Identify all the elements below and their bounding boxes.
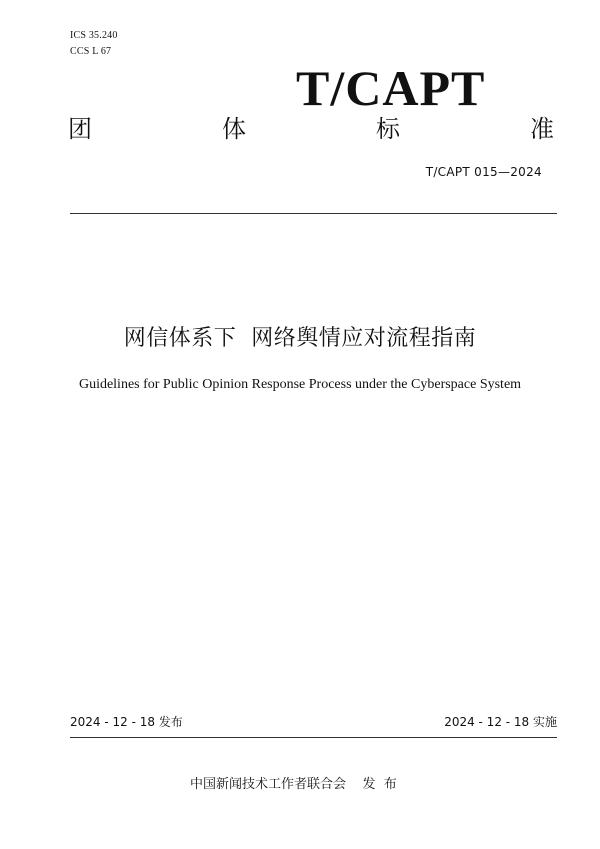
ccs-code: CCS L 67 <box>70 46 112 57</box>
publisher-line: 中国新闻技术工作者联合会 发 布 <box>190 777 397 792</box>
standard-type-char: 团 <box>68 115 92 143</box>
issue-date: 2024 - 12 - 18 发布 <box>70 715 183 729</box>
english-title: Guidelines for Public Opinion Response Process under the Cyberspace System <box>78 377 522 392</box>
standard-number: T/CAPT 015—2024 <box>425 165 542 179</box>
organization-code-logo: T/CAPT <box>296 60 486 116</box>
implementation-date: 2024 - 12 - 18 实施 <box>444 715 557 729</box>
header-divider <box>70 213 557 214</box>
standard-type-char: 准 <box>530 115 554 143</box>
standard-type-char: 标 <box>376 115 400 143</box>
footer-divider <box>70 737 557 738</box>
ics-code: ICS 35.240 <box>70 30 118 41</box>
chinese-title: 网信体系下 网络舆情应对流程指南 <box>123 326 477 351</box>
standard-type-heading <box>68 114 554 144</box>
standard-type-char: 体 <box>222 115 246 143</box>
